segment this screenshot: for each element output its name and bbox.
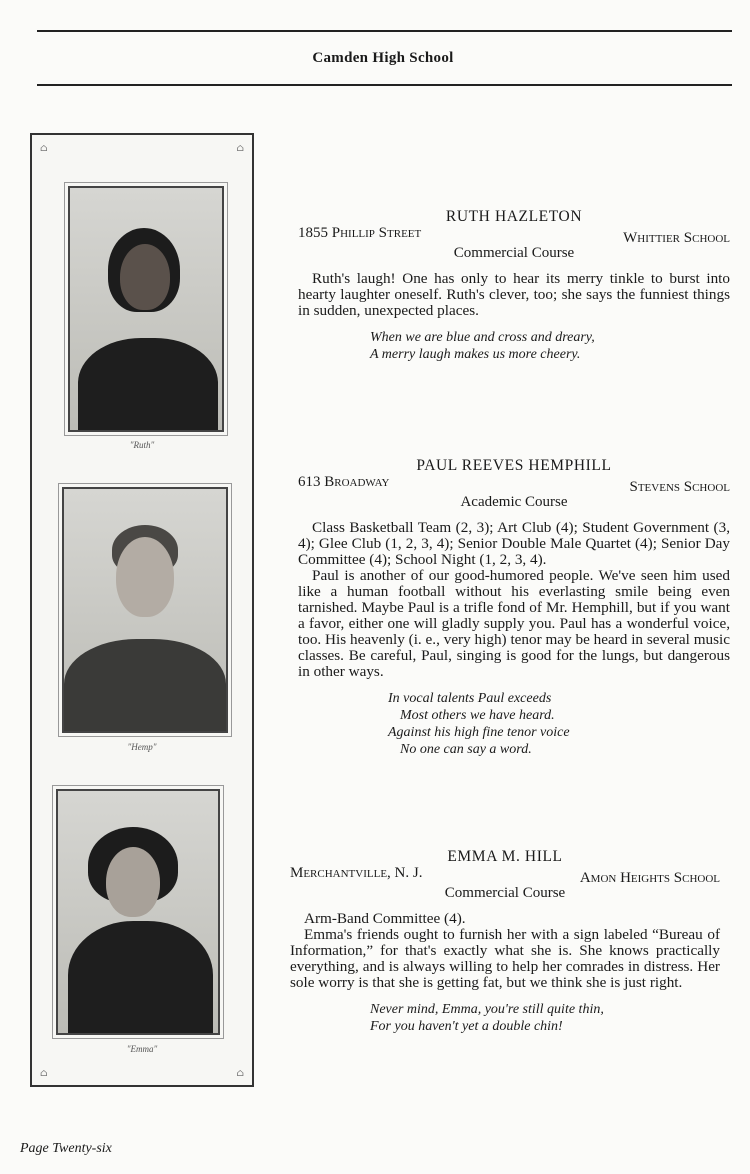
verse-line: For you haven't yet a double chin! <box>370 1019 563 1034</box>
student-name: PAUL REEVES HEMPHILL <box>416 457 612 474</box>
student-name: RUTH HAZLETON <box>445 208 583 225</box>
student-address: 1855 Phillip Street <box>298 225 422 241</box>
verse-line: A merry laugh makes us more cheery. <box>370 347 581 362</box>
verse-line: No one can say a word. <box>400 742 532 757</box>
student-name: EMMA M. HILL <box>447 848 563 865</box>
bio-paragraph: Emma's friends ought to furnish her with a sign labeled “Bureau of Information,” for that's exactly what she is. She knows practically everything, and is always willing to help her comrades in distress. Her sole worry is that she is getting fat, but we think she is just right. <box>290 926 720 991</box>
verse <box>298 690 730 758</box>
portrait-frame <box>30 133 254 1087</box>
verse <box>290 1001 720 1035</box>
corner-ornament-icon: ⌂ <box>40 1068 48 1079</box>
verse <box>298 329 730 363</box>
bio-paragraph: Ruth's laugh! One has only to hear its merry tinkle to burst into hearty laughter oneself. Ruth's clever, too; she says the funniest things in sudden, unexpected places. <box>298 270 730 319</box>
portrait-photo-emma <box>56 789 220 1035</box>
corner-ornament-icon: ⌂ <box>236 1068 244 1079</box>
portrait-caption: "Hemp" <box>127 742 157 752</box>
header-rule <box>37 84 732 86</box>
verse-line: Never mind, Emma, you're still quite thin, <box>370 1002 604 1017</box>
corner-ornament-icon: ⌂ <box>40 143 48 154</box>
page-header-title: Camden High School <box>312 50 454 66</box>
bio-paragraph: Paul is another of our good-humored people. We've seen him used like a human football without his everlasting smile being even tarnished. Maybe Paul is a trifle fond of Mr. Hemphill, but if you want a favor, either one will gladly supply you. Paul has a wonderful voice, too. His heavenly (i. e., very high) tenor may be heard in several music classes. Be careful, Paul, singing is good for the lungs, but dangerous in other ways. <box>298 567 730 680</box>
student-course: Academic Course <box>460 494 568 510</box>
verse-line: In vocal talents Paul exceeds <box>388 691 552 706</box>
student-school: Amon Heights School <box>579 870 720 886</box>
verse-line: Against his high fine tenor voice <box>388 725 570 740</box>
page-number: Page Twenty-six <box>20 1141 112 1156</box>
verse-line: When we are blue and cross and dreary, <box>370 330 595 345</box>
corner-ornament-icon: ⌂ <box>236 143 244 154</box>
student-school: Stevens School <box>629 479 730 495</box>
top-rule <box>37 30 732 32</box>
entry-ruth-hazleton <box>298 209 730 363</box>
portrait-photo-ruth <box>68 186 224 432</box>
verse-line: Most others we have heard. <box>400 708 555 723</box>
entry-paul-hemphill <box>298 458 730 758</box>
student-address: Merchantville, N. J. <box>290 865 423 881</box>
student-course: Commercial Course <box>453 245 575 261</box>
activities-paragraph: Arm-Band Committee (4). <box>304 910 466 927</box>
portrait-caption: "Ruth" <box>129 440 155 450</box>
portrait-caption: "Emma" <box>126 1044 158 1054</box>
activities-paragraph: Class Basketball Team (2, 3); Art Club (4); Student Government (3, 4); Glee Club (1, 2, 3, 4); Senior Double Male Quartet (4); Senior Day Committee (4); School Night (1, 2, 3, 4). <box>298 519 730 568</box>
student-school: Whittier School <box>623 230 730 246</box>
student-address: 613 Broadway <box>298 474 390 490</box>
student-course: Commercial Course <box>444 885 566 901</box>
entry-emma-hill <box>290 849 720 1035</box>
portrait-photo-hemp <box>62 487 228 733</box>
